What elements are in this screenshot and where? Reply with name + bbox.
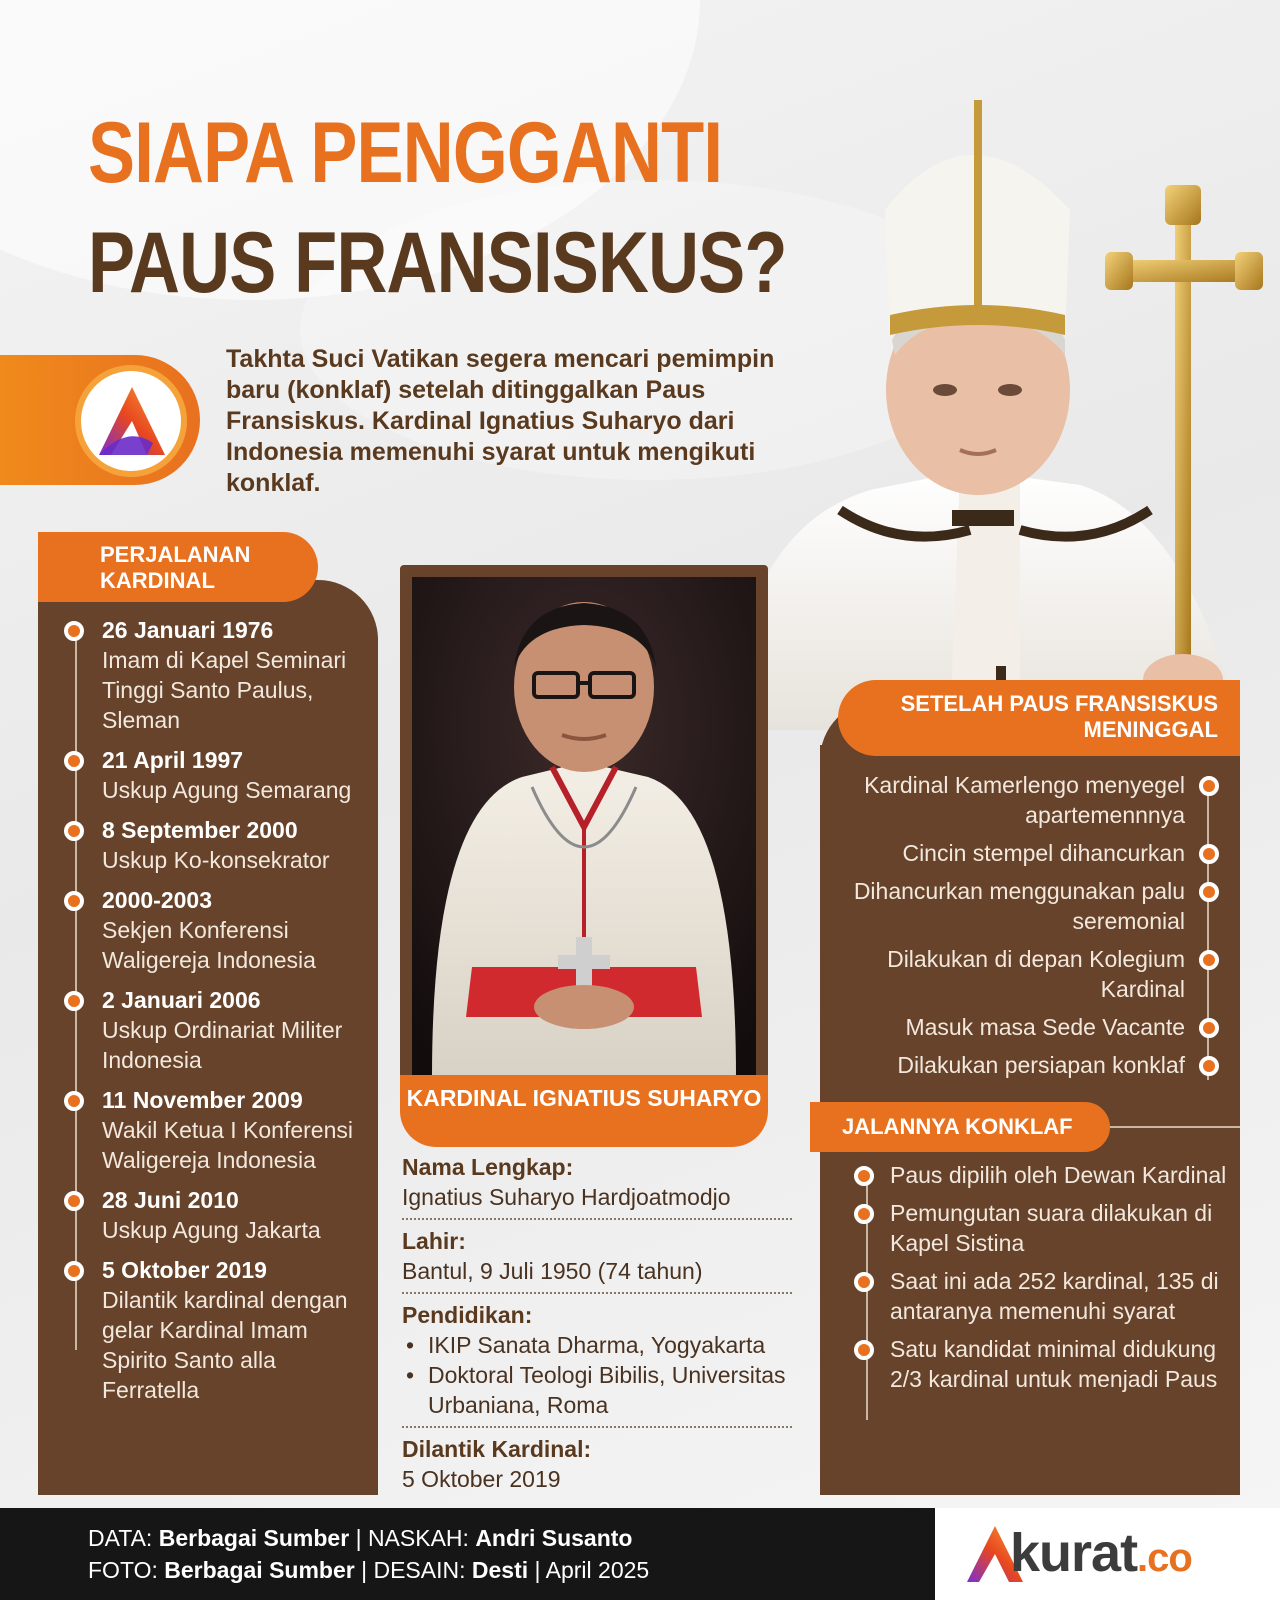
separator: | (355, 1525, 368, 1551)
after-item (840, 876, 1225, 936)
cardinal-name-banner: KARDINAL IGNATIUS SUHARYO (400, 1075, 768, 1147)
born-value: Bantul, 9 Juli 1950 (74 tahun) (402, 1258, 703, 1284)
timeline-date: 26 Januari 1976 (102, 617, 274, 643)
after-item-text: Dilakukan persiapan konklaf (897, 1052, 1185, 1078)
after-item (840, 770, 1225, 830)
cardinal-date-block (402, 1434, 792, 1500)
conclave-item (850, 1334, 1230, 1394)
conclave-heading: JALANNYA KONKLAF (810, 1102, 1110, 1152)
conclave-item-text: Pemungutan suara dilakukan di Kapel Sistina (890, 1200, 1213, 1256)
credits-footer (0, 1508, 935, 1600)
design-value: Desti (471, 1557, 529, 1583)
separator: | (361, 1557, 374, 1583)
full-name-block (402, 1152, 792, 1220)
after-dot-icon (1199, 1056, 1219, 1076)
timeline-date: 2 Januari 2006 (102, 987, 261, 1013)
conclave-dot-icon (854, 1272, 874, 1292)
timeline-desc: Uskup Ordinariat Militer Indonesia (102, 1017, 343, 1073)
cardinal-photo (412, 577, 756, 1077)
cardinal-date-label: Dilantik Kardinal: (402, 1436, 592, 1462)
design-label: DESAIN: (373, 1557, 466, 1583)
conclave-item (850, 1160, 1230, 1190)
timeline-item (60, 815, 370, 875)
brand-suffix: .co (1137, 1536, 1192, 1580)
script-value: Andri Susanto (475, 1525, 633, 1551)
timeline-dot-icon (64, 991, 84, 1011)
timeline-desc: Sekjen Konferensi Waligereja Indonesia (102, 917, 316, 973)
education-list (402, 1330, 792, 1420)
timeline-desc: Imam di Kapel Seminari Tinggi Santo Paulus, Sleman (102, 647, 347, 733)
born-block (402, 1226, 792, 1294)
timeline-item (60, 885, 370, 975)
timeline-list (60, 615, 370, 1415)
timeline-date: 8 September 2000 (102, 817, 298, 843)
brand-a-icon (97, 385, 167, 457)
education-block (402, 1300, 792, 1428)
timeline-item (60, 985, 370, 1075)
education-label: Pendidikan: (402, 1302, 533, 1328)
after-dot-icon (1199, 1018, 1219, 1038)
after-list (840, 770, 1225, 1088)
photo-label: FOTO: (88, 1557, 158, 1583)
conclave-item-text: Paus dipilih oleh Dewan Kardinal (890, 1162, 1227, 1188)
title-line-1: SIAPA PENGGANTI (88, 105, 723, 201)
photo-value: Berbagai Sumber (164, 1557, 355, 1583)
after-heading: SETELAH PAUS FRANSISKUS MENINGGAL (838, 680, 1240, 756)
born-label: Lahir: (402, 1228, 466, 1254)
after-dot-icon (1199, 950, 1219, 970)
timeline-dot-icon (64, 1191, 84, 1211)
script-label: NASKAH: (367, 1525, 469, 1551)
after-item-text: Kardinal Kamerlengo menyegel apartemennnya (864, 772, 1185, 828)
cardinal-portrait-frame (400, 565, 768, 1095)
credits-line-2 (88, 1554, 935, 1586)
timeline-item (60, 1085, 370, 1175)
after-item-text: Dihancurkan menggunakan palu seremonial (853, 878, 1185, 934)
separator: | (534, 1557, 546, 1583)
conclave-item-text: Saat ini ada 252 kardinal, 135 di antaranya memenuhi syarat (890, 1268, 1219, 1324)
after-item (840, 944, 1225, 1004)
after-dot-icon (1199, 776, 1219, 796)
data-value: Berbagai Sumber (158, 1525, 350, 1551)
timeline-date: 21 April 1997 (102, 747, 244, 773)
timeline-dot-icon (64, 621, 84, 641)
education-item: • IKIP Sanata Dharma, Yogyakarta (402, 1330, 792, 1360)
full-name-value: Ignatius Suharyo Hardjoatmodjo (402, 1184, 731, 1210)
after-item-text: Cincin stempel dihancurkan (902, 840, 1185, 866)
timeline-desc: Uskup Agung Jakarta (102, 1217, 321, 1243)
brand-wordmark (1010, 1522, 1192, 1584)
pope-photo (720, 90, 1280, 730)
conclave-item-text: Satu kandidat minimal didukung 2/3 kardinal untuk menjadi Paus (890, 1336, 1218, 1392)
timeline-desc: Dilantik kardinal dengan gelar Kardinal Imam Spirito Santo alla Ferratella (102, 1287, 348, 1403)
after-dot-icon (1199, 844, 1219, 864)
timeline-date: 11 November 2009 (102, 1087, 303, 1113)
timeline-desc: Uskup Agung Semarang (102, 777, 352, 803)
intro-text: Takhta Suci Vatikan segera mencari pemimpin baru (konklaf) setelah ditinggalkan Paus Fransiskus. Kardinal Ignatius Suharyo dari Indonesia memenuhi syarat untuk mengikuti konklaf. (226, 345, 775, 497)
brand-logo-badge (75, 365, 187, 477)
conclave-dot-icon (854, 1204, 874, 1224)
footer-date: April 2025 (545, 1557, 650, 1583)
timeline-date: 28 Juni 2010 (102, 1187, 239, 1213)
after-item (840, 1050, 1225, 1080)
conclave-dot-icon (854, 1340, 874, 1360)
timeline-desc: Wakil Ketua I Konferensi Waligereja Indonesia (102, 1117, 353, 1173)
timeline-dot-icon (64, 1091, 84, 1111)
profile-info (402, 1152, 792, 1506)
timeline-date: 2000-2003 (102, 887, 212, 913)
title-line-2: PAUS FRANSISKUS? (88, 215, 787, 311)
cardinal-date-value: 5 Oktober 2019 (402, 1466, 561, 1492)
timeline-item (60, 745, 370, 805)
full-name-label: Nama Lengkap: (402, 1154, 574, 1180)
data-label: DATA: (88, 1525, 153, 1551)
credits-line-1 (88, 1522, 935, 1554)
timeline-heading: PERJALANAN KARDINAL (38, 532, 318, 602)
conclave-rule (1110, 1126, 1240, 1128)
after-item (840, 1012, 1225, 1042)
brand-name: kurat (1010, 1523, 1138, 1583)
timeline-desc: Uskup Ko-konsekrator (102, 847, 330, 873)
after-item-text: Masuk masa Sede Vacante (905, 1014, 1185, 1040)
timeline-date: 5 Oktober 2019 (102, 1257, 267, 1283)
after-item-text: Dilakukan di depan Kolegium Kardinal (887, 946, 1185, 1002)
conclave-dot-icon (854, 1166, 874, 1186)
timeline-item (60, 1255, 370, 1405)
timeline-item (60, 1185, 370, 1245)
timeline-item (60, 615, 370, 735)
conclave-list (850, 1160, 1230, 1402)
timeline-dot-icon (64, 1261, 84, 1281)
timeline-dot-icon (64, 751, 84, 771)
after-item (840, 838, 1225, 868)
after-dot-icon (1199, 882, 1219, 902)
education-item: • Doktoral Teologi Bibilis, Universitas Urbaniana, Roma (402, 1360, 792, 1420)
timeline-dot-icon (64, 821, 84, 841)
conclave-item (850, 1198, 1230, 1258)
timeline-dot-icon (64, 891, 84, 911)
conclave-item (850, 1266, 1230, 1326)
